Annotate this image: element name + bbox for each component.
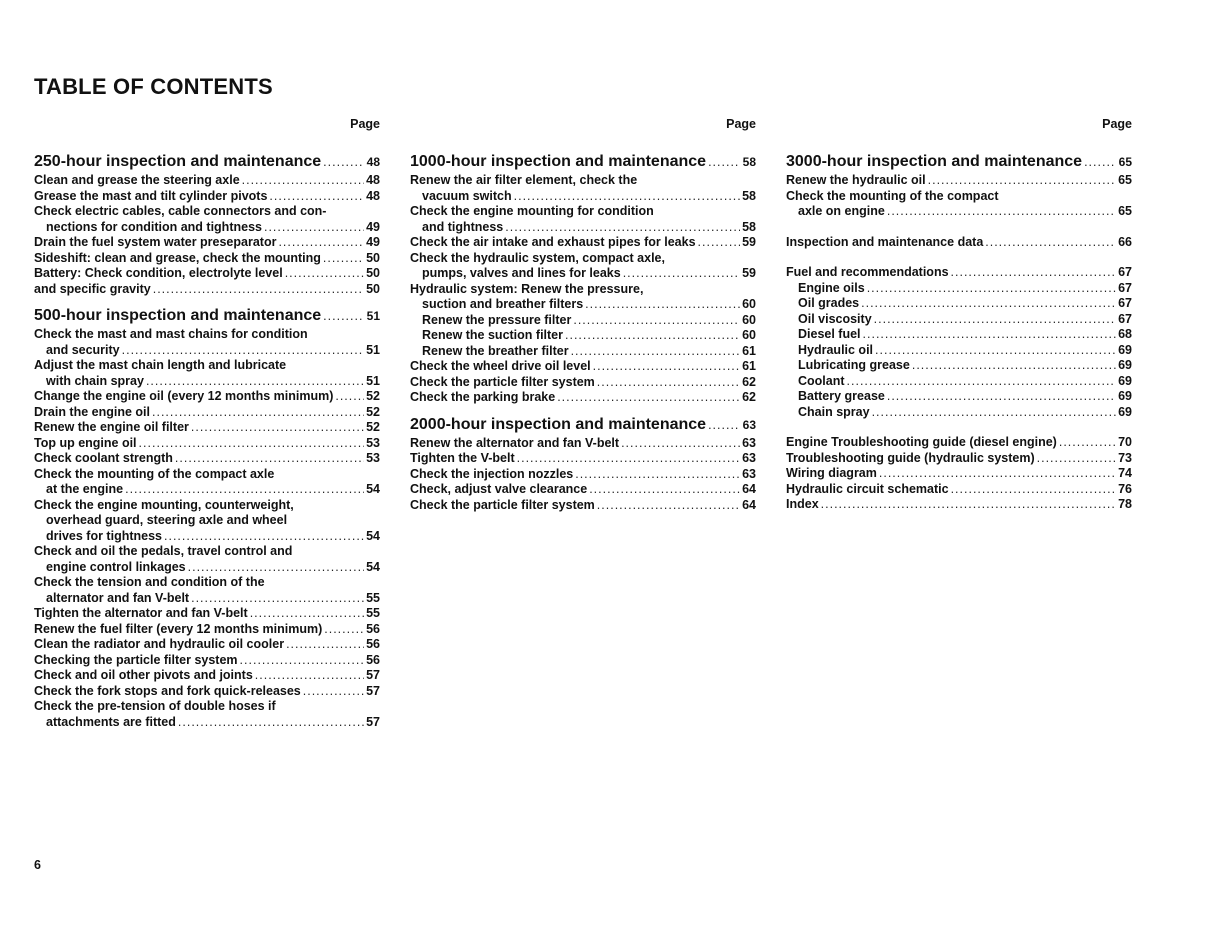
entry-title: Check the engine mounting for condition xyxy=(410,204,654,218)
entry-title: Top up engine oil xyxy=(34,435,137,450)
entry-page: 54 xyxy=(366,559,380,574)
toc-entry[interactable] xyxy=(34,498,380,514)
section-title: 1000-hour inspection and maintenance xyxy=(410,153,707,170)
entry-page: 62 xyxy=(742,390,756,404)
toc-entry[interactable] xyxy=(410,204,756,220)
toc-entry-continued[interactable] xyxy=(34,560,380,576)
entry-title: Coolant xyxy=(798,373,845,388)
entry-title: attachments are fitted xyxy=(46,714,176,729)
entry-page: 51 xyxy=(366,342,380,357)
entry-page: 63 xyxy=(742,451,756,465)
entry-page: 49 xyxy=(366,219,380,234)
entry-title: Check the mounting of the compact xyxy=(786,188,999,203)
section-title: 3000-hour inspection and maintenance xyxy=(786,153,1083,170)
entry-page: 61 xyxy=(742,343,756,358)
toc-entry[interactable] xyxy=(786,281,1132,297)
entry-page: 57 xyxy=(366,714,380,729)
toc-entry[interactable] xyxy=(786,435,1132,451)
entry-title: Renew the suction filter xyxy=(422,328,563,342)
entry-title: Fuel and recommendations xyxy=(786,265,949,279)
toc-entry[interactable] xyxy=(34,235,380,251)
toc-entry[interactable] xyxy=(786,173,1132,189)
entry-page: 73 xyxy=(1118,450,1132,465)
toc-column-3 xyxy=(786,112,1132,513)
entry-page: 65 xyxy=(1118,204,1132,218)
entry-page: 56 xyxy=(366,652,380,667)
entry-page: 63 xyxy=(742,466,756,481)
toc-entry[interactable] xyxy=(34,699,380,715)
entry-title: Check, adjust valve clearance xyxy=(410,482,588,496)
page-number: 6 xyxy=(34,858,41,872)
entry-page: 56 xyxy=(366,637,380,651)
toc-entry[interactable] xyxy=(34,637,380,653)
toc-entry[interactable] xyxy=(786,343,1132,359)
entry-title: Check and oil other pivots and joints xyxy=(34,668,253,682)
section-title: 250-hour inspection and maintenance xyxy=(34,153,322,170)
entry-page: 61 xyxy=(742,359,756,373)
entry-title: and tightness xyxy=(422,219,504,234)
page-column-header: Page xyxy=(726,117,756,131)
entry-title: Checking the particle filter system xyxy=(34,652,238,667)
entry-title: Check the particle filter system xyxy=(410,497,595,512)
section-page: 48 xyxy=(366,155,380,169)
entry-page: 60 xyxy=(742,328,756,342)
toc-section[interactable] xyxy=(34,305,380,327)
entry-title: Index xyxy=(786,497,819,511)
entry-page: 69 xyxy=(1118,373,1132,388)
toc-entry[interactable] xyxy=(410,390,756,406)
entry-page: 58 xyxy=(742,188,756,203)
entry-title: alternator and fan V-belt xyxy=(46,590,190,605)
entry-title: Oil grades xyxy=(798,296,860,310)
toc-entry[interactable] xyxy=(786,327,1132,343)
entry-page: 50 xyxy=(366,250,380,265)
entry-title: Battery: Check condition, electrolyte level xyxy=(34,266,283,280)
entry-page: 52 xyxy=(366,420,380,434)
entry-title: Change the engine oil (every 12 months minimum) xyxy=(34,389,334,403)
entry-title: Oil viscosity xyxy=(798,311,872,326)
entry-page: 67 xyxy=(1118,296,1132,310)
toc-entry[interactable] xyxy=(410,282,756,298)
entry-page: 53 xyxy=(366,435,380,450)
toc-entry[interactable] xyxy=(34,405,380,421)
section-page: 51 xyxy=(366,309,380,323)
toc-entry-continued[interactable] xyxy=(34,529,380,545)
entry-title: Renew the breather filter xyxy=(422,343,569,358)
toc-entry-continued[interactable] xyxy=(34,220,380,236)
entry-title: Check coolant strength xyxy=(34,451,173,465)
entry-page: 49 xyxy=(366,235,380,249)
entry-page: 65 xyxy=(1118,173,1132,187)
entry-title: with chain spray xyxy=(46,373,144,388)
entry-page: 69 xyxy=(1118,389,1132,403)
entry-title: Drain the fuel system water preseparator xyxy=(34,235,277,249)
entry-title: and specific gravity xyxy=(34,281,151,296)
entry-page: 64 xyxy=(742,497,756,512)
entry-page: 55 xyxy=(366,590,380,605)
entry-title: Wiring diagram xyxy=(786,466,877,480)
entry-title: Lubricating grease xyxy=(798,358,910,372)
entry-page: 48 xyxy=(366,188,380,203)
toc-entry[interactable] xyxy=(786,235,1132,251)
toc-entry-continued[interactable] xyxy=(410,220,756,236)
toc-entry[interactable] xyxy=(34,173,380,189)
entry-page: 54 xyxy=(366,528,380,543)
toc-entry[interactable] xyxy=(34,451,380,467)
entry-page: 67 xyxy=(1118,280,1132,295)
entry-page: 54 xyxy=(366,482,380,496)
entry-page: 74 xyxy=(1118,466,1132,480)
entry-page: 50 xyxy=(366,266,380,280)
toc-entry[interactable] xyxy=(786,389,1132,405)
entry-title: suction and breather filters xyxy=(422,297,584,311)
toc-entry[interactable] xyxy=(410,173,756,189)
toc-column-2 xyxy=(410,112,756,513)
section-page: 58 xyxy=(742,155,756,169)
toc-entry[interactable] xyxy=(786,466,1132,482)
toc-entry[interactable] xyxy=(786,451,1132,467)
toc-entry[interactable] xyxy=(410,498,756,514)
entry-title: Check the air intake and exhaust pipes for leaks xyxy=(410,235,696,249)
entry-title: Check the hydraulic system, compact axle, xyxy=(410,250,665,265)
entry-page: 56 xyxy=(366,621,380,636)
toc-entry[interactable] xyxy=(410,359,756,375)
toc-entry[interactable] xyxy=(34,327,380,343)
entry-page: 62 xyxy=(742,374,756,389)
toc-column-1 xyxy=(34,112,380,730)
entry-title: and security xyxy=(46,342,120,357)
entry-title: Check the engine mounting, counterweight, xyxy=(34,497,294,512)
entry-page: 59 xyxy=(742,266,756,280)
toc-entry[interactable] xyxy=(34,653,380,669)
toc-entry[interactable] xyxy=(410,251,756,267)
toc-entry[interactable] xyxy=(34,189,380,205)
toc-entry[interactable] xyxy=(410,344,756,360)
toc-entry[interactable] xyxy=(786,358,1132,374)
toc-entry-continued[interactable] xyxy=(34,374,380,390)
toc-section[interactable] xyxy=(410,151,756,173)
entry-page: 70 xyxy=(1118,435,1132,449)
entry-page: 64 xyxy=(742,482,756,496)
entry-title: engine control linkages xyxy=(46,559,186,574)
toc-entry[interactable] xyxy=(34,668,380,684)
entry-title: Tighten the alternator and fan V-belt xyxy=(34,606,248,620)
section-page: 65 xyxy=(1118,155,1132,169)
entry-page: 60 xyxy=(742,312,756,327)
toc-entry[interactable] xyxy=(34,606,380,622)
entry-title: Check the mounting of the compact axle xyxy=(34,466,275,481)
entry-title: Check the parking brake xyxy=(410,390,556,404)
entry-page: 78 xyxy=(1118,497,1132,511)
toc-entry-continued[interactable] xyxy=(410,297,756,313)
entry-title: Check the particle filter system xyxy=(410,374,595,389)
toc-entry[interactable] xyxy=(410,436,756,452)
page-title: TABLE OF CONTENTS xyxy=(34,74,273,99)
entry-title: Check the wheel drive oil level xyxy=(410,359,591,373)
entry-page: 57 xyxy=(366,683,380,698)
entry-title: nections for condition and tightness xyxy=(46,219,262,234)
toc-entry[interactable] xyxy=(34,358,380,374)
toc-entry[interactable] xyxy=(34,622,380,638)
entry-page: 67 xyxy=(1118,311,1132,326)
entry-title: Clean and grease the steering axle xyxy=(34,173,240,187)
toc-entry[interactable] xyxy=(34,684,380,700)
entry-title: Tighten the V-belt xyxy=(410,451,515,465)
entry-title: Check the tension and condition of the xyxy=(34,575,265,589)
entry-title: Renew the pressure filter xyxy=(422,312,572,327)
entry-title: overhead guard, steering axle and wheel xyxy=(46,513,288,527)
toc-entry[interactable] xyxy=(786,374,1132,390)
entry-title: Engine Troubleshooting guide (diesel engine) xyxy=(786,435,1057,449)
section-title: 500-hour inspection and maintenance xyxy=(34,307,322,324)
toc-entry[interactable] xyxy=(786,296,1132,312)
entry-title: Adjust the mast chain length and lubricate xyxy=(34,358,287,372)
toc-entry[interactable] xyxy=(786,482,1132,498)
toc-entry[interactable] xyxy=(410,235,756,251)
entry-page: 52 xyxy=(366,389,380,403)
entry-page: 53 xyxy=(366,451,380,465)
page-column-header: Page xyxy=(350,117,380,131)
toc-entry[interactable] xyxy=(786,497,1132,513)
toc-entry[interactable] xyxy=(34,266,380,282)
entry-title: Renew the fuel filter (every 12 months minimum) xyxy=(34,621,323,636)
entry-page: 60 xyxy=(742,297,756,311)
toc-entry[interactable] xyxy=(410,375,756,391)
entry-title: Check the injection nozzles xyxy=(410,466,574,481)
entry-title: pumps, valves and lines for leaks xyxy=(422,266,621,280)
toc-entry[interactable] xyxy=(34,420,380,436)
toc-entry[interactable] xyxy=(34,251,380,267)
page-column-header: Page xyxy=(1102,117,1132,131)
entry-title: Check the fork stops and fork quick-releases xyxy=(34,683,301,698)
entry-page: 67 xyxy=(1118,265,1132,279)
entry-title: Clean the radiator and hydraulic oil cooler xyxy=(34,637,285,651)
entry-title: Renew the engine oil filter xyxy=(34,420,189,434)
entry-title: Check and oil the pedals, travel control and xyxy=(34,544,293,558)
entry-page: 48 xyxy=(366,173,380,187)
entry-title: Drain the engine oil xyxy=(34,404,150,419)
toc-section[interactable] xyxy=(410,414,756,436)
entry-title: Renew the alternator and fan V-belt xyxy=(410,435,620,450)
entry-title: Inspection and maintenance data xyxy=(786,234,984,249)
toc-entry[interactable] xyxy=(34,467,380,483)
entry-title: Check the mast and mast chains for condition xyxy=(34,327,308,341)
entry-title: Hydraulic system: Renew the pressure, xyxy=(410,281,644,296)
section-page: 63 xyxy=(742,417,756,432)
entry-title: Check the pre-tension of double hoses if xyxy=(34,699,276,713)
toc-entry[interactable] xyxy=(410,313,756,329)
entry-title: at the engine xyxy=(46,482,124,496)
entry-title: Battery grease xyxy=(798,389,885,403)
entry-title: Chain spray xyxy=(798,404,870,419)
toc-entry[interactable] xyxy=(786,405,1132,421)
toc-entry-continued[interactable] xyxy=(410,189,756,205)
toc-entry[interactable] xyxy=(34,204,380,220)
entry-page: 57 xyxy=(366,668,380,682)
toc-entry[interactable] xyxy=(34,436,380,452)
entry-page: 59 xyxy=(742,235,756,249)
entry-title: drives for tightness xyxy=(46,528,162,543)
toc-entry[interactable] xyxy=(410,482,756,498)
toc-entry-continued[interactable] xyxy=(34,482,380,498)
entry-page: 52 xyxy=(366,404,380,419)
entry-title: Diesel fuel xyxy=(798,327,861,341)
entry-page: 58 xyxy=(742,219,756,234)
toc-entry[interactable] xyxy=(786,265,1132,281)
entry-title: Renew the hydraulic oil xyxy=(786,173,926,187)
entry-title: axle on engine xyxy=(798,204,885,218)
entry-title: Check electric cables, cable connectors and con- xyxy=(34,204,327,218)
entry-page: 66 xyxy=(1118,234,1132,249)
section-title: 2000-hour inspection and maintenance xyxy=(410,415,707,433)
entry-title: Grease the mast and tilt cylinder pivots xyxy=(34,188,268,203)
entry-title: vacuum switch xyxy=(422,188,512,203)
entry-title: Troubleshooting guide (hydraulic system) xyxy=(786,450,1035,465)
toc-entry-continued[interactable] xyxy=(34,343,380,359)
entry-page: 68 xyxy=(1118,327,1132,341)
entry-title: Engine oils xyxy=(798,280,865,295)
entry-page: 69 xyxy=(1118,342,1132,357)
entry-page: 69 xyxy=(1118,358,1132,372)
toc-entry[interactable] xyxy=(786,312,1132,328)
toc-section[interactable] xyxy=(34,151,380,173)
toc-entry[interactable] xyxy=(410,328,756,344)
toc-entry-continued[interactable] xyxy=(34,591,380,607)
toc-entry[interactable] xyxy=(34,282,380,298)
toc-entry[interactable] xyxy=(410,467,756,483)
entry-title: Hydraulic circuit schematic xyxy=(786,481,949,496)
entry-page: 69 xyxy=(1118,404,1132,419)
toc-entry[interactable] xyxy=(34,389,380,405)
entry-page: 51 xyxy=(366,373,380,388)
entry-title: Renew the air filter element, check the xyxy=(410,173,638,187)
toc-entry-continued[interactable] xyxy=(34,715,380,731)
entry-title: Hydraulic oil xyxy=(798,342,874,357)
toc-entry-continued[interactable] xyxy=(410,266,756,282)
entry-page: 63 xyxy=(742,435,756,450)
entry-page: 55 xyxy=(366,606,380,620)
entry-page: 76 xyxy=(1118,481,1132,496)
toc-entry[interactable] xyxy=(410,451,756,467)
entry-title: Sideshift: clean and grease, check the mounting xyxy=(34,250,321,265)
toc-entry[interactable] xyxy=(34,544,380,560)
toc-entry-continued[interactable] xyxy=(786,204,1132,220)
toc-entry[interactable] xyxy=(786,189,1132,205)
entry-page: 50 xyxy=(366,281,380,296)
toc-entry[interactable] xyxy=(34,575,380,591)
toc-entry-continued[interactable] xyxy=(34,513,380,529)
toc-section[interactable] xyxy=(786,151,1132,173)
